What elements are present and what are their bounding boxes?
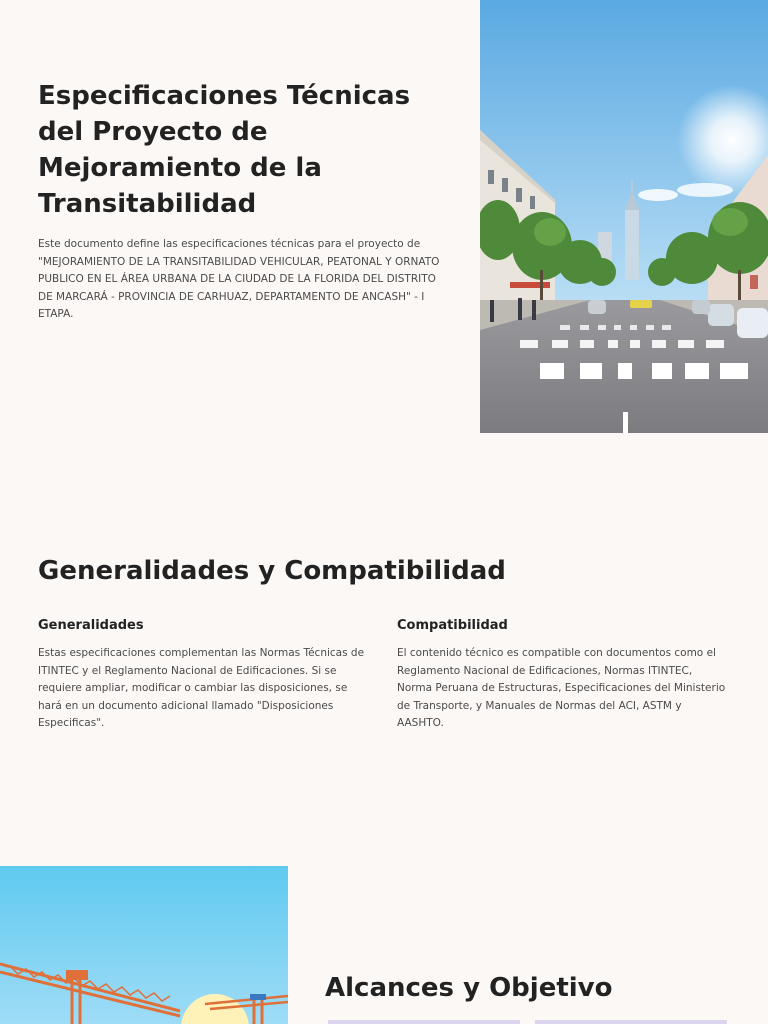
- card-top-edge: [328, 1020, 520, 1024]
- compatibilidad-column: [397, 616, 727, 733]
- page-title: Especificaciones Técnicas del Proyecto de Mejoramiento de la Transitabilidad: [38, 81, 411, 219]
- card-top-edge: [535, 1020, 727, 1024]
- generalidades-heading: Generalidades: [38, 618, 144, 633]
- section-title-generalidades: Generalidades y Compatibilidad: [38, 556, 506, 586]
- generalidades-column: [38, 616, 368, 733]
- compatibilidad-text: El contenido técnico es compatible con documentos como el Reglamento Nacional de Edificaciones, Normas ITINTEC, Norma Peruana de Estructuras, Especificaciones del Ministerio de Transporte, y Manuales de Normas del ACI, ASTM y AASHTO.: [397, 647, 726, 729]
- generalidades-text: Estas especificaciones complementan las Normas Técnicas de ITINTEC y el Reglamento Nacional de Edificaciones. Si se requiere ampliar, modificar o cambiar las disposiciones, se hará en un documento adicional llamado "Disposiciones Especificas".: [38, 647, 365, 729]
- city-street-image: [480, 0, 768, 433]
- intro-paragraph: Este documento define las especificaciones técnicas para el proyecto de "MEJORAMIENTO DE LA TRANSITABILIDAD VEHICULAR, PEATONAL Y ORNATO PUBLICO EN EL ÁREA URBANA DE LA CIUDAD DE LA FLORIDA DEL DISTRITO DE MARCARÁ - PROVINCIA DE CARHUAZ, DEPARTAMENTO DE ANCASH" - I ETAPA.: [38, 238, 440, 320]
- compatibilidad-heading: Compatibilidad: [397, 618, 508, 633]
- section-title-alcances: Alcances y Objetivo: [325, 973, 613, 1003]
- construction-cranes-image: [0, 866, 288, 1024]
